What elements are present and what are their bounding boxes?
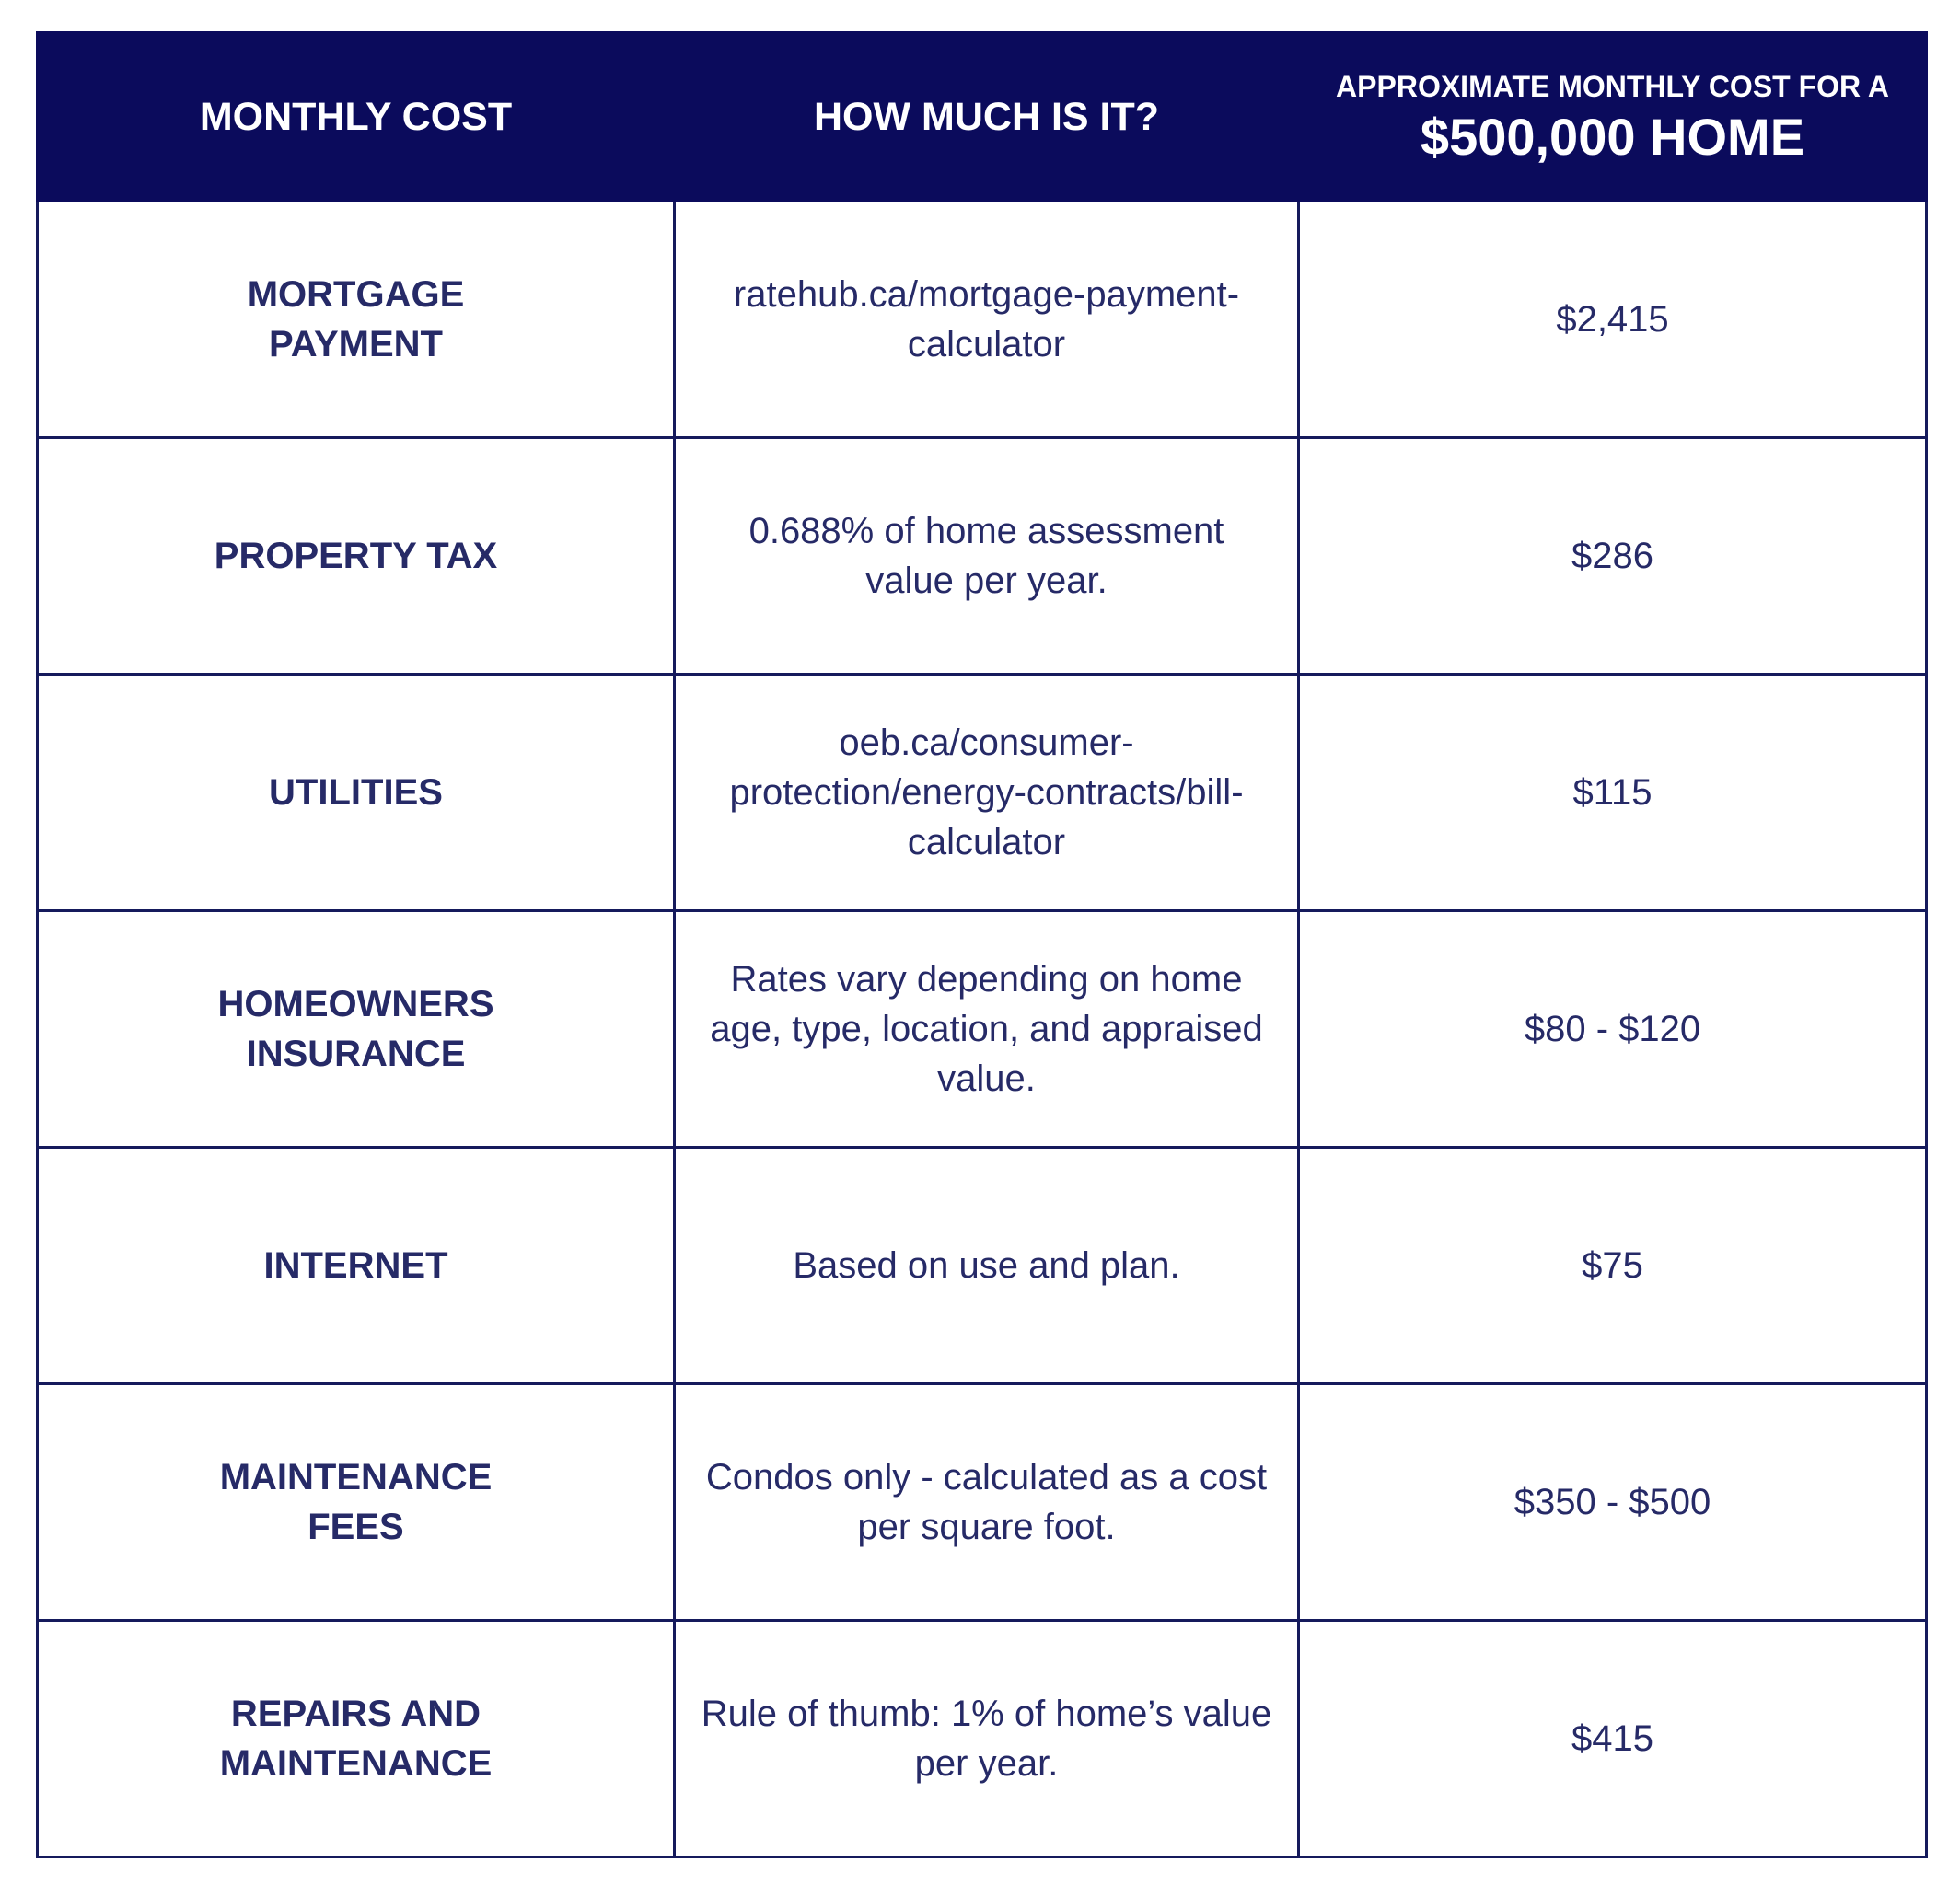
item-label: REPAIRS AND MAINTENANCE [219,1694,493,1784]
how-text: Based on use and plan. [793,1245,1180,1286]
how-cell [675,1621,1299,1857]
how-cell [675,675,1299,911]
how-text: Condos only - calculated as a cost per square foot. [705,1457,1268,1547]
table-body [38,202,1927,1857]
how-text: 0.688% of home assessment value per year. [748,511,1224,601]
cost-cell: $286 [1299,438,1927,675]
item-cell [38,1384,675,1621]
item-label: PROPERTY TAX [214,536,498,576]
table-header [38,33,1927,202]
table-row [38,1621,1927,1857]
how-text: ratehub.ca/mortgage-payment-calculator [733,274,1240,364]
header-how-much: HOW MUCH IS IT? [675,33,1299,202]
how-cell [675,911,1299,1148]
item-cell [38,1621,675,1857]
cost-cell: $75 [1299,1148,1927,1384]
item-label: MAINTENANCE FEES [219,1457,493,1547]
item-cell [38,911,675,1148]
table-row [38,1384,1927,1621]
cost-cell: $115 [1299,675,1927,911]
how-cell [675,1148,1299,1384]
item-label: MORTGAGE PAYMENT [247,274,465,364]
header-approx-cost-line2: $500,000 HOME [1420,108,1805,166]
how-text: Rule of thumb: 1% of home’s value per year. [701,1694,1272,1784]
cost-cell: $2,415 [1299,202,1927,438]
how-text: oeb.ca/consumer-protection/energy-contracts/bill-calculator [729,723,1244,862]
how-text: Rates vary depending on home age, type, location, and appraised value. [710,959,1263,1099]
header-approx-cost-line1: APPROXIMATE MONTHLY COST FOR A [1336,70,1889,103]
item-label: INTERNET [263,1245,448,1286]
monthly-cost-table [36,31,1928,1858]
item-cell [38,1148,675,1384]
header-monthly-cost: MONTHLY COST [38,33,675,202]
header-approx-cost [1299,33,1927,202]
how-cell [675,438,1299,675]
cost-cell: $80 - $120 [1299,911,1927,1148]
item-label: HOMEOWNERS INSURANCE [217,984,494,1074]
item-cell [38,438,675,675]
how-cell [675,202,1299,438]
table-row [38,202,1927,438]
how-cell [675,1384,1299,1621]
table-row [38,438,1927,675]
item-cell [38,675,675,911]
cost-cell: $415 [1299,1621,1927,1857]
item-label: UTILITIES [269,772,443,813]
header-row [38,33,1927,202]
table-row [38,1148,1927,1384]
table-row [38,911,1927,1148]
table-row [38,675,1927,911]
item-cell [38,202,675,438]
cost-cell: $350 - $500 [1299,1384,1927,1621]
